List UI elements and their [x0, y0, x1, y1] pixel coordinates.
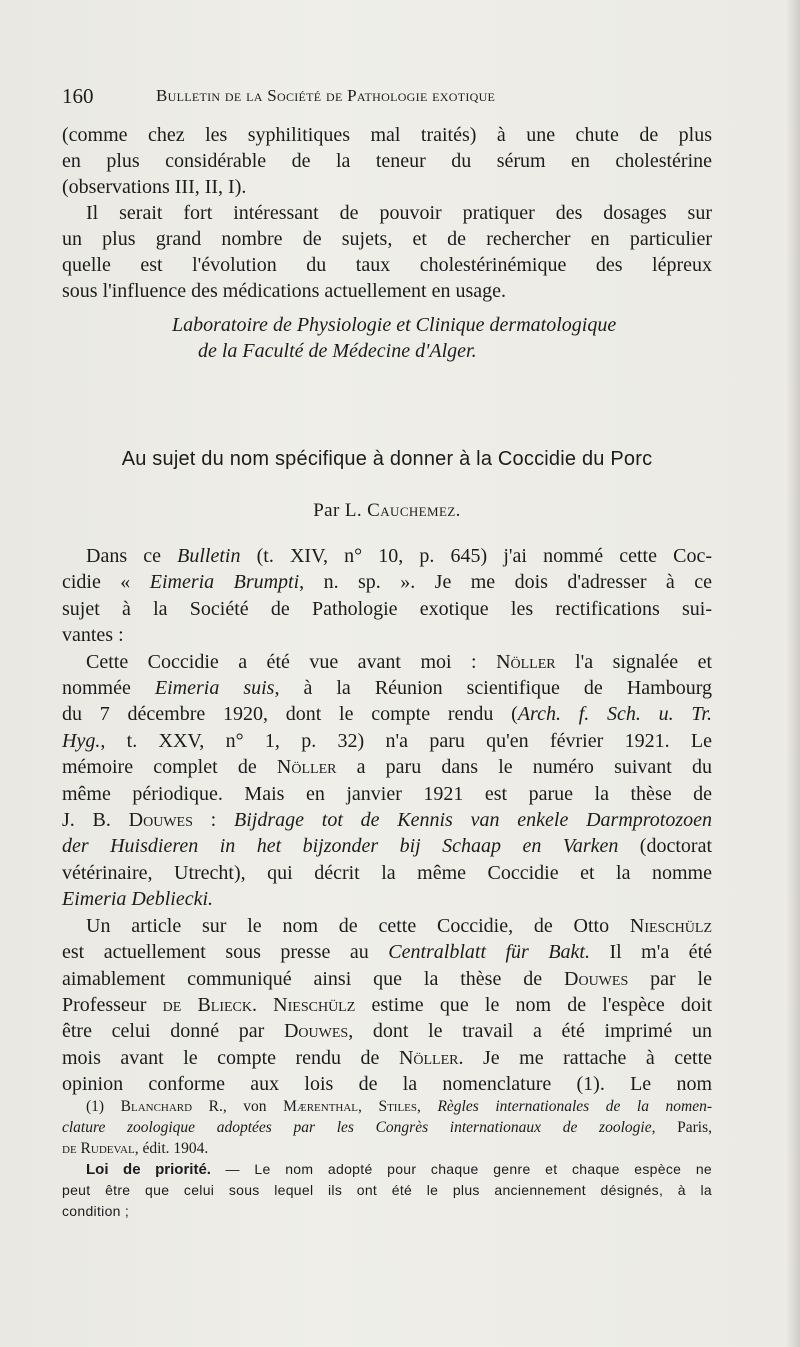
running-title: Bulletin de la Société de Pathologie exotique — [156, 86, 496, 105]
text-line: en plus considérable de la teneur du sérum en cholestérine — [62, 150, 712, 172]
intro-text — [62, 122, 712, 304]
footnote — [62, 1096, 712, 1222]
text-line: sujet à la Société de Pathologie exotique les rectifications sui- — [62, 597, 712, 620]
text-line: Eimeria Debliecki. — [62, 888, 214, 911]
author-name: Cauchemez. — [367, 500, 461, 521]
text-line: (observations III, II, I). — [62, 176, 247, 198]
footnote-line: (1) Blanchard R., von Mærenthal, Stiles, Règles internationales de la nomen- — [86, 1098, 713, 1115]
text-line: vantes : — [62, 624, 124, 647]
article-author: Par L. Cauchemez. — [313, 500, 461, 521]
affiliation-line: Laboratoire de Physiologie et Clinique dermatologique — [172, 314, 617, 336]
rule-heading: Loi de priorité. — [86, 1161, 211, 1178]
page-edge-shadow — [786, 0, 800, 1347]
text-line: mémoire complet de Nöller a paru dans le numéro suivant du — [62, 756, 713, 779]
text-line: du 7 décembre 1920, dont le compte rendu (Arch. f. Sch. u. Tr. — [62, 703, 713, 726]
text-line: der Huisdieren in het bijzonder bij Schaap en Varken (doctorat — [62, 835, 712, 858]
footnote-line: de Rudeval, édit. 1904. — [62, 1140, 209, 1157]
text-line: mois avant le compte rendu de Nöller. Je me rattache à cette — [62, 1046, 713, 1069]
running-header — [62, 84, 622, 110]
text-line: sous l'influence des médications actuellement en usage. — [62, 280, 507, 302]
text-line: un plus grand nombre de sujets, et de rechercher en particulier — [62, 228, 712, 250]
footnote-line: peut être que celui sous lequel ils ont été le plus anciennement désignés, à la — [62, 1182, 712, 1198]
text-line: Il serait fort intéressant de pouvoir pratiquer des dosages sur — [86, 202, 712, 224]
text-line: opinion conforme aux lois de la nomenclature (1). Le nom — [62, 1073, 712, 1096]
text-line: Un article sur le nom de cette Coccidie, de Otto Nieschülz — [86, 914, 712, 937]
text-line: quelle est l'évolution du taux cholestérinémique des lépreux — [62, 254, 712, 276]
text-line: J. B. Douwes : Bijdrage tot de Kennis van enkele Darmprotozoen — [62, 809, 713, 832]
text-line: vétérinaire, Utrecht), qui décrit la même Coccidie et la nomme — [62, 861, 712, 884]
text-line: Hyg., t. XXV, n° 1, p. 32) n'a paru qu'en février 1921. Le — [62, 729, 712, 752]
footnote-line: condition ; — [62, 1203, 130, 1219]
text-line: cidie « Eimeria Brumpti, n. sp. ». Je me dois d'adresser à ce — [62, 571, 712, 594]
text-line: nommée Eimeria suis, à la Réunion scientifique de Hambourg — [62, 677, 712, 700]
footnote-line: clature zoologique adoptées par les Congrès internationaux de zoologie, Paris, — [62, 1119, 713, 1136]
text-line: même périodique. Mais en janvier 1921 est parue la thèse de — [62, 782, 712, 805]
article-body — [62, 543, 712, 1098]
affiliation-line: de la Faculté de Médecine d'Alger. — [198, 340, 477, 362]
page-number: 160 — [62, 84, 94, 108]
footnote-line: Loi de priorité. — Le nom adopté pour chaque genre et chaque espèce ne — [86, 1161, 712, 1178]
text-line: (comme chez les syphilitiques mal traités) à une chute de plus — [62, 124, 712, 146]
text-line: Cette Coccidie a été vue avant moi : Nöller l'a signalée et — [86, 650, 713, 673]
text-line: est actuellement sous presse au Centralblatt für Bakt. Il m'a été — [62, 941, 712, 964]
text-line: Professeur de Blieck. Nieschülz estime que le nom de l'espèce doit — [62, 993, 712, 1016]
text-line: être celui donné par Douwes, dont le travail a été imprimé un — [62, 1020, 712, 1043]
text-line: aimablement communiqué ainsi que la thèse de Douwes par le — [62, 967, 712, 990]
text-line: Dans ce Bulletin (t. XIV, n° 10, p. 645) j'ai nommé cette Coc- — [86, 545, 712, 567]
article-title: Au sujet du nom spécifique à donner à la Coccidie du Porc — [121, 448, 653, 470]
